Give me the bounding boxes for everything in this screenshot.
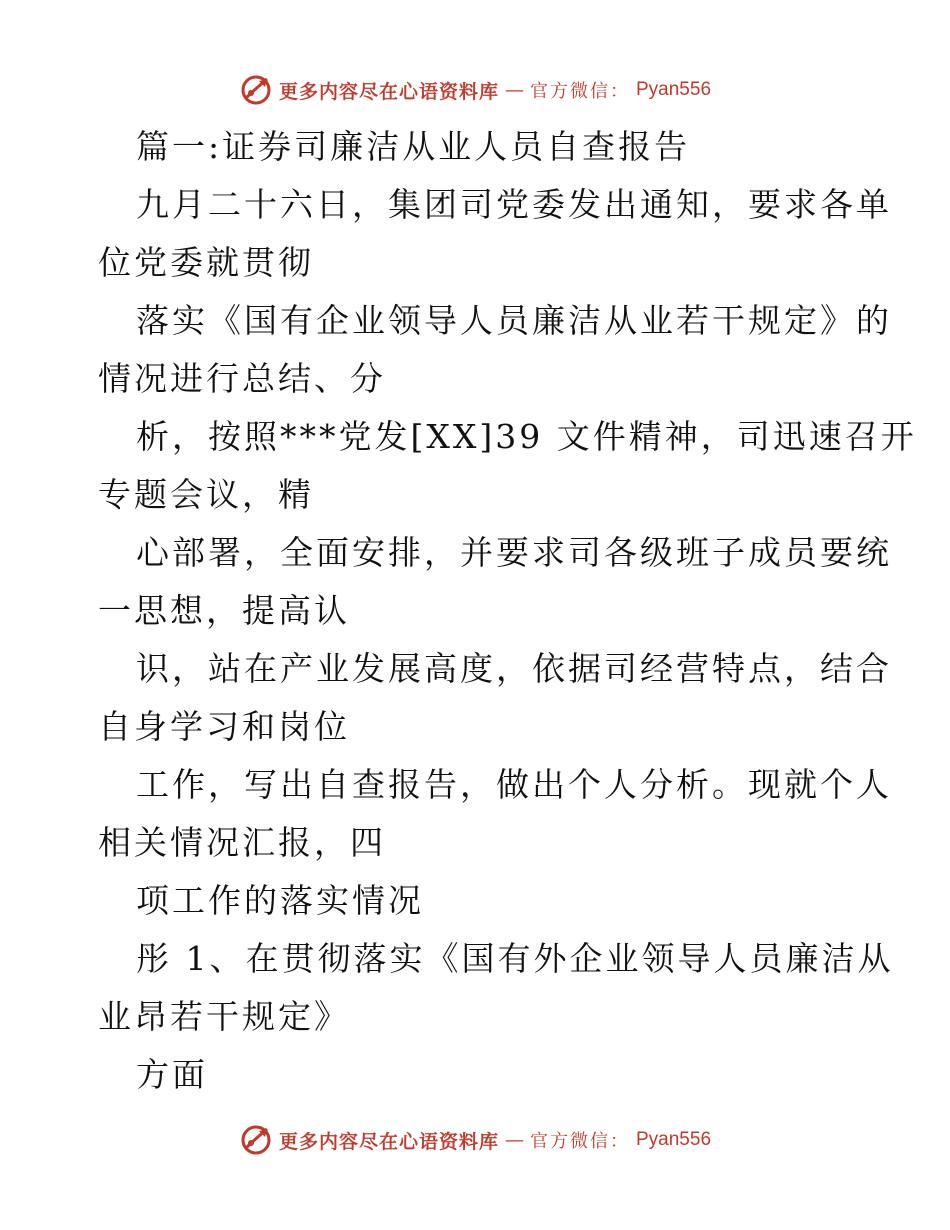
banner-dash: —: [505, 1129, 524, 1151]
paragraph-line: 专题会议，精: [98, 475, 314, 514]
paragraph-line: 项工作的落实情况: [136, 881, 424, 920]
paragraph-line: 落实《国有企业领导人员廉洁从业若干规定》的: [136, 301, 892, 340]
paragraph-line: 工作，写出自查报告，做出个人分析。现就个人: [136, 765, 892, 804]
document-title: 篇一:证券司廉洁从业人员自查报告: [136, 127, 691, 166]
document-body: [98, 118, 917, 1104]
banner-site-text: 更多内容尽在心语资料库: [278, 80, 499, 103]
banner-wechat-label: 官方微信：: [530, 1131, 630, 1152]
paragraph-line: 析，按照***党发[XX]39 文件精神，司迅速召开: [136, 417, 917, 456]
banner-wechat-label: 官方微信：: [530, 81, 630, 102]
banner-wechat-id: Pyan556: [636, 1129, 712, 1150]
header-banner: [0, 70, 950, 110]
footer-banner: [0, 1120, 950, 1160]
paragraph-line: 方面: [136, 1055, 208, 1094]
paragraph-line: 相关情况汇报，四: [98, 823, 386, 862]
paragraph-line: 位党委就贯彻: [98, 243, 314, 282]
paragraph-line: 彤 1、在贯彻落实《国有外企业领导人员廉洁从: [136, 939, 894, 978]
paragraph-line: 情况进行总结、分: [98, 359, 386, 398]
paragraph-line: 自身学习和岗位: [98, 707, 350, 746]
banner-dash: —: [505, 79, 524, 101]
banner-site-text: 更多内容尽在心语资料库: [278, 1130, 499, 1153]
paragraph-line: 识，站在产业发展高度，依据司经营特点，结合: [136, 649, 892, 688]
paragraph-line: 九月二十六日，集团司党委发出通知，要求各单: [136, 185, 892, 224]
banner-wechat-id: Pyan556: [636, 79, 712, 100]
pen-swirl-logo-icon: [239, 1123, 273, 1157]
paragraph-line: 一思想，提高认: [98, 591, 350, 630]
pen-swirl-logo-icon: [239, 73, 273, 107]
paragraph-line: 业昂若干规定》: [98, 997, 350, 1036]
paragraph-line: 心部署，全面安排，并要求司各级班子成员要统: [136, 533, 892, 572]
